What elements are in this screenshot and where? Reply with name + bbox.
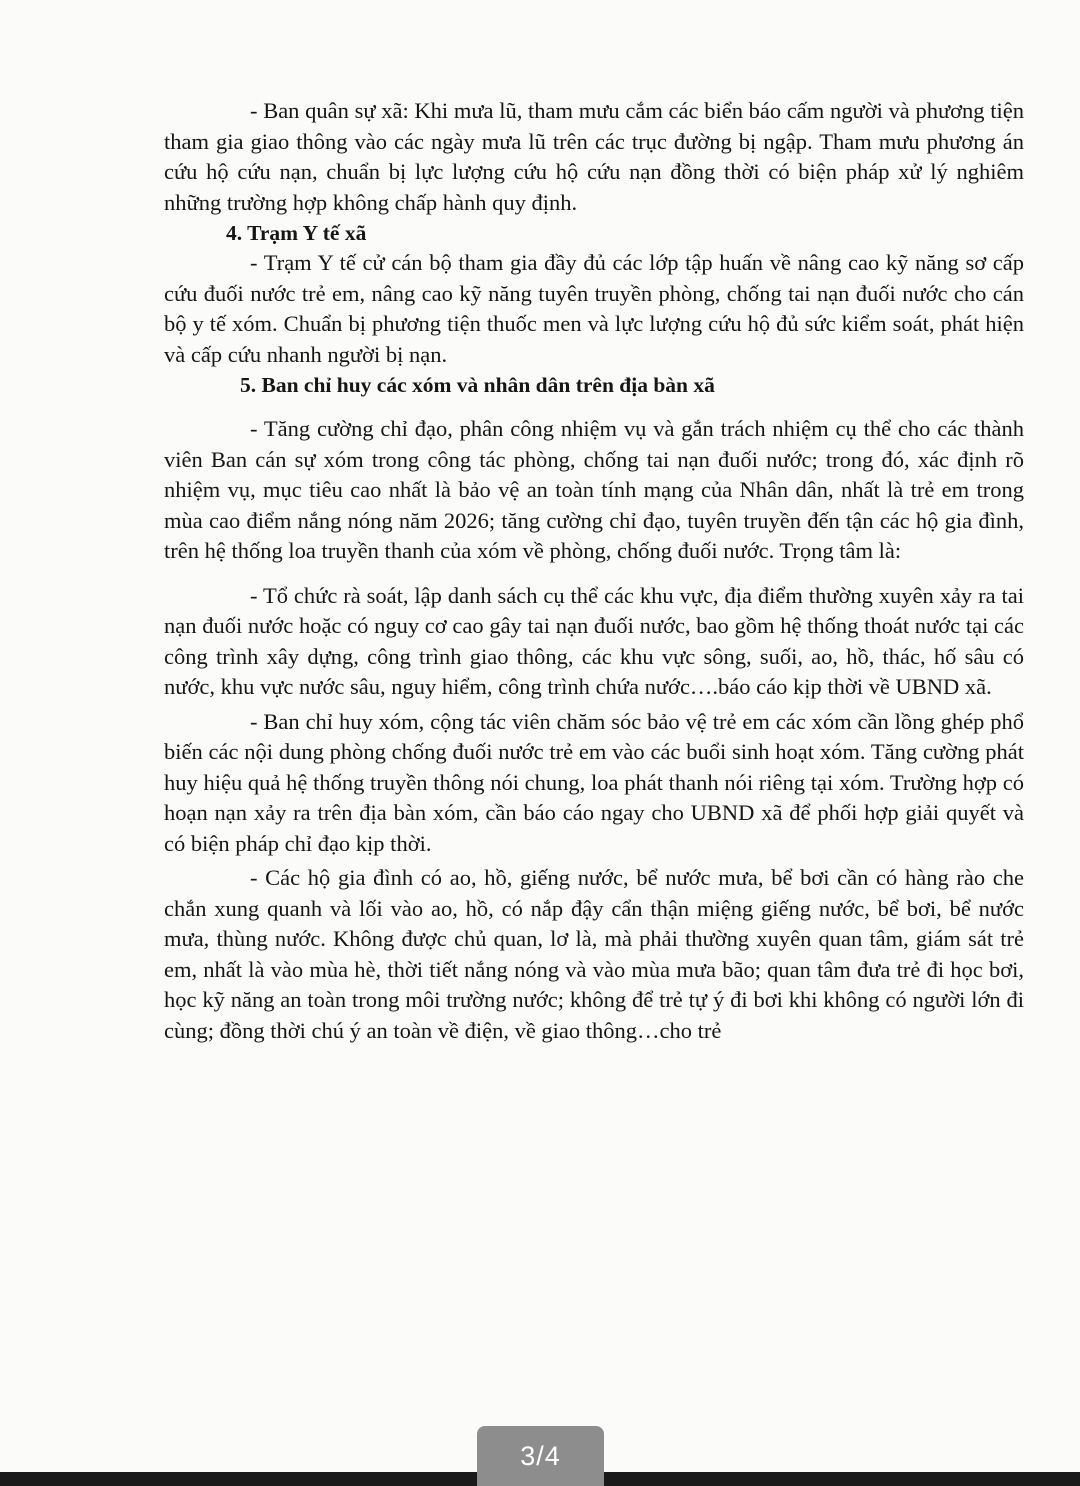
page-indicator: 3/4 — [477, 1426, 604, 1486]
heading-hamlet-command: 5. Ban chỉ huy các xóm và nhân dân trên địa bàn xã — [240, 373, 715, 397]
heading-health-station: 4. Trạm Y tế xã — [226, 221, 367, 245]
paragraph-hamlet-direction: - Tăng cường chỉ đạo, phân công nhiệm vụ và gắn trách nhiệm cụ thể cho các thành viên Ban cán sự xóm trong công tác phòng, chống tai nạn đuối nước; trong đó, xác định rõ nhiệm vụ, mục tiêu cao nhất là bảo vệ an toàn tính mạng của Nhân dân, nhất là trẻ em trong mùa cao điểm nắng nóng năm 2026; tăng cường chỉ đạo, tuyên truyền đến tận các hộ gia đình, trên hệ thống loa truyền thanh của xóm về phòng, chống đuối nước. Trọng tâm là: — [164, 416, 1024, 563]
paragraph-military-command: - Ban quân sự xã: Khi mưa lũ, tham mưu cắm các biển báo cấm người và phương tiện tham gia giao thông vào các ngày mưa lũ trên các trục đường bị ngập. Tham mưu phương án cứu hộ cứu nạn, chuẩn bị lực lượng cứu hộ cứu nạn đồng thời có biện pháp xử lý nghiêm những trường hợp không chấp hành quy định. — [164, 98, 1024, 215]
paragraph-household-safety: - Các hộ gia đình có ao, hồ, giếng nước, bể nước mưa, bể bơi cần có hàng rào che chắn xung quanh và lối vào ao, hồ, có nắp đậy cẩn thận miệng giếng nước, bể bơi, bể nước mưa, thùng nước. Không được chủ quan, lơ là, mà phải thường xuyên quan tâm, giám sát trẻ em, nhất là vào mùa hè, thời tiết nắng nóng và vào mùa mưa bão; quan tâm đưa trẻ đi học bơi, học kỹ năng an toàn trong môi trường nước; không để trẻ tự ý đi bơi khi không có người lớn đi cùng; đồng thời chú ý an toàn về điện, về giao thông…cho trẻ — [164, 865, 1024, 1043]
paragraph-health-station: - Trạm Y tế cử cán bộ tham gia đầy đủ các lớp tập huấn về nâng cao kỹ năng sơ cấp cứu đuối nước trẻ em, nâng cao kỹ năng tuyên truyền phòng, chống tai nạn đuối nước cho cán bộ y tế xóm. Chuẩn bị phương tiện thuốc men và lực lượng cứu hộ đủ sức kiểm soát, phát hiện và cấp cứu nhanh người bị nạn. — [164, 250, 1024, 367]
page-content — [164, 96, 1024, 1046]
paragraph-hamlet-communication: - Ban chỉ huy xóm, cộng tác viên chăm sóc bảo vệ trẻ em các xóm cần lồng ghép phổ biến các nội dung phòng chống đuối nước trẻ em vào các buổi sinh hoạt xóm. Tăng cường phát huy hiệu quả hệ thống truyền thông nói chung, loa phát thanh nói riêng tại xóm. Trường hợp có hoạn nạn xảy ra trên địa bàn xóm, cần báo cáo ngay cho UBND xã để phối hợp giải quyết và có biện pháp chỉ đạo kịp thời. — [164, 708, 1024, 856]
paragraph-survey-locations: - Tổ chức rà soát, lập danh sách cụ thể các khu vực, địa điểm thường xuyên xảy ra tai nạn đuối nước hoặc có nguy cơ cao gây tai nạn đuối nước, bao gồm hệ thống thoát nước tại các công trình xây dựng, công trình giao thông, các khu vực sông, suối, ao, hồ, thác, hố sâu có nước, khu vực nước sâu, nguy hiểm, công trình chứa nước….báo cáo kịp thời về UBND xã. — [164, 582, 1024, 699]
